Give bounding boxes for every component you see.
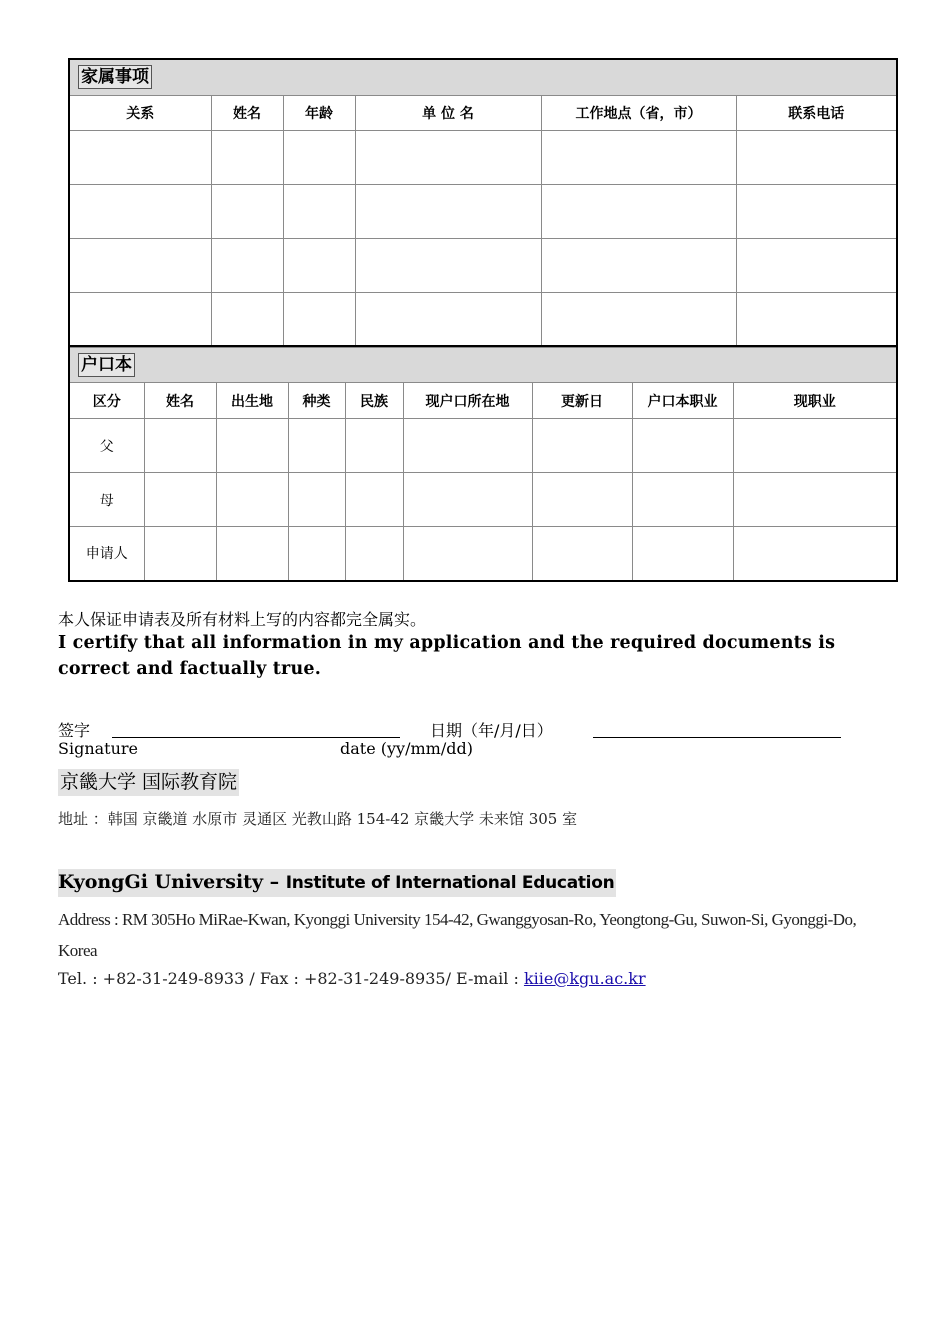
row-label-mother: 母 bbox=[69, 473, 144, 527]
table-cell[interactable] bbox=[144, 419, 216, 473]
hukou-column-headers bbox=[69, 383, 897, 419]
university-name-zh: 京畿大学 国际教育院 bbox=[58, 769, 239, 796]
table-cell[interactable] bbox=[736, 238, 897, 292]
table-cell[interactable] bbox=[216, 419, 288, 473]
column-header: 单 位 名 bbox=[355, 95, 541, 130]
table-cell[interactable] bbox=[283, 130, 355, 184]
family-info-table bbox=[68, 58, 898, 347]
column-header: 联系电话 bbox=[736, 95, 897, 130]
table-cell[interactable] bbox=[288, 527, 345, 581]
table-cell[interactable] bbox=[733, 473, 897, 527]
date-label-en: date (yy/mm/dd) bbox=[340, 739, 473, 758]
hukou-section-title: 户口本 bbox=[78, 353, 135, 377]
family-column-headers bbox=[69, 95, 897, 130]
column-header: 民族 bbox=[345, 383, 403, 419]
table-row-father bbox=[69, 419, 897, 473]
signature-label-en: Signature bbox=[58, 739, 139, 758]
signature-label-zh: 签字 bbox=[58, 721, 91, 740]
column-header: 关系 bbox=[69, 95, 211, 130]
table-cell[interactable] bbox=[541, 130, 736, 184]
table-cell[interactable] bbox=[403, 419, 532, 473]
table-cell[interactable] bbox=[532, 419, 632, 473]
table-cell[interactable] bbox=[345, 527, 403, 581]
institute-name: Institute of International Education bbox=[285, 873, 615, 893]
table-cell[interactable] bbox=[69, 238, 211, 292]
table-cell[interactable] bbox=[288, 419, 345, 473]
signature-line[interactable] bbox=[112, 737, 400, 738]
table-cell[interactable] bbox=[541, 292, 736, 346]
table-cell[interactable] bbox=[345, 419, 403, 473]
table-cell[interactable] bbox=[355, 238, 541, 292]
table-cell[interactable] bbox=[216, 473, 288, 527]
university-name: KyongGi University – bbox=[58, 871, 286, 893]
table-cell[interactable] bbox=[541, 238, 736, 292]
table-cell[interactable] bbox=[211, 238, 283, 292]
certification-text-en: I certify that all information in my application and the required documents is correct and factually true. bbox=[58, 633, 836, 679]
date-line[interactable] bbox=[593, 737, 841, 738]
table-cell[interactable] bbox=[283, 292, 355, 346]
table-cell[interactable] bbox=[541, 184, 736, 238]
table-cell[interactable] bbox=[403, 473, 532, 527]
table-cell[interactable] bbox=[632, 527, 733, 581]
table-cell[interactable] bbox=[345, 473, 403, 527]
table-cell[interactable] bbox=[355, 130, 541, 184]
table-cell[interactable] bbox=[632, 473, 733, 527]
column-header: 种类 bbox=[288, 383, 345, 419]
table-cell[interactable] bbox=[403, 527, 532, 581]
table-cell[interactable] bbox=[733, 419, 897, 473]
column-header: 区分 bbox=[69, 383, 144, 419]
table-cell[interactable] bbox=[733, 527, 897, 581]
table-cell[interactable] bbox=[211, 292, 283, 346]
column-header: 现户口所在地 bbox=[403, 383, 532, 419]
column-header: 出生地 bbox=[216, 383, 288, 419]
family-section-title: 家属事项 bbox=[78, 65, 152, 89]
table-row bbox=[69, 130, 897, 184]
table-cell[interactable] bbox=[144, 473, 216, 527]
table-cell[interactable] bbox=[69, 292, 211, 346]
table-cell[interactable] bbox=[532, 473, 632, 527]
column-header: 姓名 bbox=[144, 383, 216, 419]
row-label-father: 父 bbox=[69, 419, 144, 473]
column-header: 户口本职业 bbox=[632, 383, 733, 419]
certification-text-zh: 本人保证申请表及所有材料上写的内容都完全属实。 bbox=[58, 610, 427, 629]
university-name-en bbox=[58, 869, 616, 897]
table-cell[interactable] bbox=[283, 184, 355, 238]
address-zh: 地址 ：韩国 京畿道 水原市 灵通区 光教山路 154-42 京畿大学 未来馆 305 室 bbox=[58, 810, 578, 828]
table-cell[interactable] bbox=[211, 130, 283, 184]
table-cell[interactable] bbox=[283, 238, 355, 292]
table-cell[interactable] bbox=[144, 527, 216, 581]
row-label-applicant: 申请人 bbox=[69, 527, 144, 581]
table-row bbox=[69, 184, 897, 238]
address-en: Address : RM 305Ho MiRae-Kwan, Kyonggi University 154-42, Gwanggyosan-Ro, Yeongtong-Gu, Suwon-Si, Gyonggi-Do, Korea bbox=[58, 910, 857, 960]
contact-phone-fax: Tel. : +82-31-249-8933 / Fax : +82-31-249-8935/ E-mail : bbox=[58, 969, 524, 988]
table-row bbox=[69, 238, 897, 292]
table-cell[interactable] bbox=[216, 527, 288, 581]
table-cell[interactable] bbox=[211, 184, 283, 238]
date-label-zh: 日期（年/月/日） bbox=[430, 721, 553, 740]
table-cell[interactable] bbox=[288, 473, 345, 527]
table-cell[interactable] bbox=[355, 292, 541, 346]
column-header: 更新日 bbox=[532, 383, 632, 419]
table-cell[interactable] bbox=[632, 419, 733, 473]
column-header: 工作地点（省，市） bbox=[541, 95, 736, 130]
column-header: 姓名 bbox=[211, 95, 283, 130]
column-header: 现职业 bbox=[733, 383, 897, 419]
table-cell[interactable] bbox=[736, 292, 897, 346]
table-row bbox=[69, 292, 897, 346]
contact-info bbox=[58, 969, 646, 988]
email-link[interactable]: kiie@kgu.ac.kr bbox=[523, 969, 646, 988]
hukou-section-header bbox=[69, 348, 897, 383]
table-cell[interactable] bbox=[69, 130, 211, 184]
table-cell[interactable] bbox=[69, 184, 211, 238]
table-cell[interactable] bbox=[532, 527, 632, 581]
table-row-mother bbox=[69, 473, 897, 527]
table-cell[interactable] bbox=[736, 130, 897, 184]
table-cell[interactable] bbox=[355, 184, 541, 238]
table-row-applicant bbox=[69, 527, 897, 581]
family-section-header bbox=[69, 59, 897, 95]
hukou-table bbox=[68, 347, 898, 582]
column-header: 年龄 bbox=[283, 95, 355, 130]
table-cell[interactable] bbox=[736, 184, 897, 238]
